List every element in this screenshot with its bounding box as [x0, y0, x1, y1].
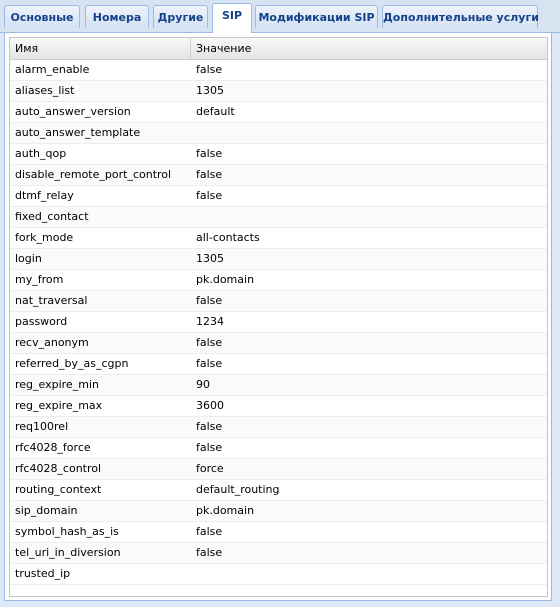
grid-header: [10, 38, 547, 60]
grid-body: [10, 60, 547, 585]
property-value-cell[interactable]: pk.domain: [196, 504, 255, 517]
table-row[interactable]: [10, 60, 547, 81]
table-row[interactable]: [10, 417, 547, 438]
sip-properties-grid: [9, 37, 548, 597]
property-value-cell[interactable]: false: [196, 441, 223, 454]
property-value-cell[interactable]: 1305: [196, 84, 224, 97]
table-row[interactable]: [10, 438, 547, 459]
property-value-cell[interactable]: 3600: [196, 399, 224, 412]
property-value-cell[interactable]: 1305: [196, 252, 224, 265]
table-row[interactable]: [10, 186, 547, 207]
property-value-cell[interactable]: all-contacts: [196, 231, 260, 244]
property-name-cell: alarm_enable: [15, 63, 90, 76]
property-value-cell[interactable]: false: [196, 336, 223, 349]
property-value-cell[interactable]: default: [196, 105, 235, 118]
property-name-cell: password: [15, 315, 68, 328]
tab-main[interactable]: Основные: [4, 5, 80, 28]
property-value-cell[interactable]: false: [196, 420, 223, 433]
table-row[interactable]: [10, 312, 547, 333]
property-name-cell: symbol_hash_as_is: [15, 525, 119, 538]
property-name-cell: auto_answer_template: [15, 126, 141, 139]
property-value-cell[interactable]: false: [196, 525, 223, 538]
table-row[interactable]: [10, 396, 547, 417]
property-value-cell[interactable]: false: [196, 168, 223, 181]
property-name-cell: aliases_list: [15, 84, 75, 97]
table-row[interactable]: [10, 459, 547, 480]
table-row[interactable]: [10, 480, 547, 501]
table-row[interactable]: [10, 81, 547, 102]
property-value-cell[interactable]: false: [196, 63, 223, 76]
table-row[interactable]: [10, 144, 547, 165]
tab-other[interactable]: Другие: [153, 5, 208, 28]
table-row[interactable]: [10, 249, 547, 270]
sip-panel: [4, 33, 552, 601]
property-value-cell[interactable]: default_routing: [196, 483, 280, 496]
property-value-cell[interactable]: 1234: [196, 315, 224, 328]
property-value-cell[interactable]: pk.domain: [196, 273, 255, 286]
table-row[interactable]: [10, 333, 547, 354]
property-name-cell: reg_expire_max: [15, 399, 103, 412]
property-value-cell[interactable]: false: [196, 294, 223, 307]
column-header-value[interactable]: Значение: [196, 42, 252, 55]
table-row[interactable]: [10, 123, 547, 144]
property-name-cell: tel_uri_in_diversion: [15, 546, 121, 559]
property-name-cell: rfc4028_force: [15, 441, 91, 454]
tab-numbers[interactable]: Номера: [85, 5, 149, 28]
table-row[interactable]: [10, 102, 547, 123]
property-name-cell: rfc4028_control: [15, 462, 102, 475]
property-name-cell: fork_mode: [15, 231, 74, 244]
table-row[interactable]: [10, 564, 547, 585]
table-row[interactable]: [10, 522, 547, 543]
property-value-cell[interactable]: 90: [196, 378, 210, 391]
property-name-cell: req100rel: [15, 420, 69, 433]
table-row[interactable]: [10, 291, 547, 312]
table-row[interactable]: [10, 354, 547, 375]
property-name-cell: nat_traversal: [15, 294, 88, 307]
property-name-cell: routing_context: [15, 483, 102, 496]
property-value-cell[interactable]: false: [196, 357, 223, 370]
table-row[interactable]: [10, 375, 547, 396]
property-name-cell: auto_answer_version: [15, 105, 131, 118]
property-value-cell[interactable]: false: [196, 189, 223, 202]
table-row[interactable]: [10, 207, 547, 228]
tab-bar: [0, 0, 560, 33]
table-row[interactable]: [10, 543, 547, 564]
property-value-cell[interactable]: false: [196, 546, 223, 559]
property-name-cell: disable_remote_port_control: [15, 168, 172, 181]
property-name-cell: referred_by_as_cgpn: [15, 357, 129, 370]
property-name-cell: reg_expire_min: [15, 378, 99, 391]
property-value-cell[interactable]: false: [196, 147, 223, 160]
property-name-cell: my_from: [15, 273, 64, 286]
property-value-cell[interactable]: [191, 564, 547, 584]
property-name-cell: login: [15, 252, 42, 265]
property-value-cell[interactable]: force: [196, 462, 224, 475]
property-value-cell[interactable]: [191, 207, 547, 227]
column-header-name[interactable]: Имя: [10, 38, 191, 59]
property-name-cell: trusted_ip: [15, 567, 71, 580]
property-name-cell: sip_domain: [15, 504, 78, 517]
property-name-cell: fixed_contact: [15, 210, 89, 223]
tab-sip-modifications[interactable]: Модификации SIP: [255, 5, 378, 28]
table-row[interactable]: [10, 165, 547, 186]
tab-additional-services[interactable]: Дополнительные услуги: [382, 5, 538, 28]
tab-sip[interactable]: SIP: [212, 3, 252, 33]
property-name-cell: auth_qop: [15, 147, 67, 160]
property-name-cell: recv_anonym: [15, 336, 89, 349]
table-row[interactable]: [10, 501, 547, 522]
property-value-cell[interactable]: [191, 123, 547, 143]
table-row[interactable]: [10, 270, 547, 291]
property-name-cell: dtmf_relay: [15, 189, 74, 202]
table-row[interactable]: [10, 228, 547, 249]
